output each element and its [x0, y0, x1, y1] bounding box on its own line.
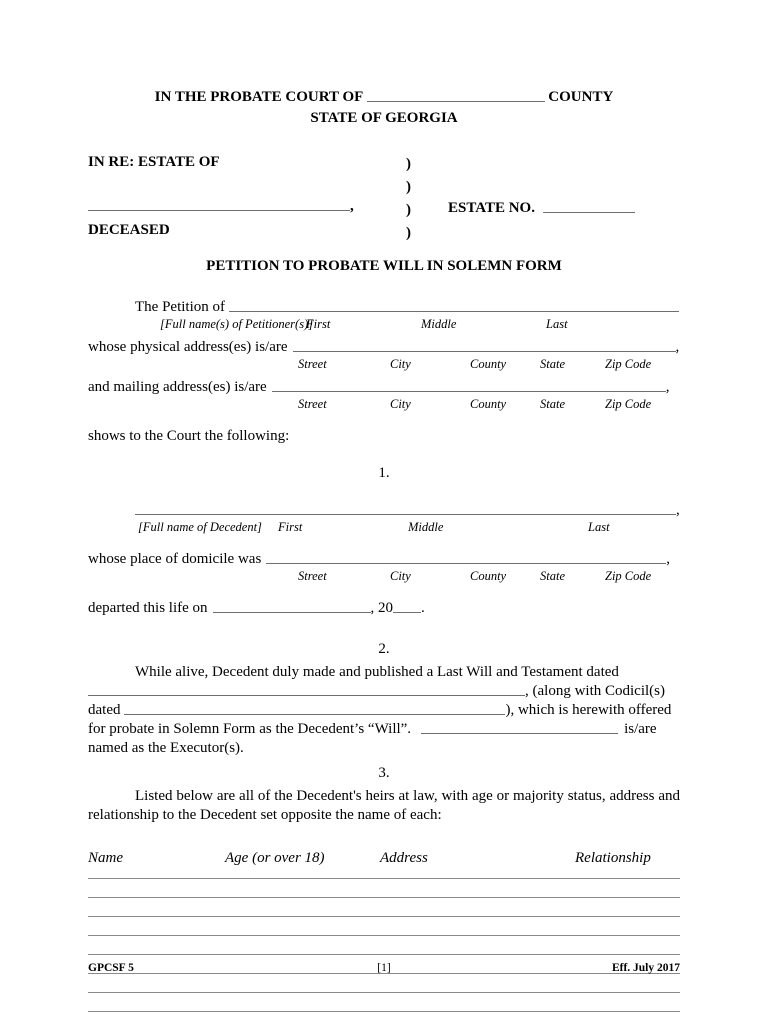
heirs-column-address: Address — [380, 850, 428, 866]
physical-address-comma: , — [675, 339, 680, 355]
petitioner-first-sublabel: First — [306, 317, 331, 331]
decedent-caption-name-row — [88, 197, 363, 216]
physical-city-sublabel: City — [390, 357, 411, 371]
departed-year-prefix: , 20 — [370, 600, 394, 616]
section-2-dated-row — [88, 701, 680, 720]
caption-paren-1: ) — [406, 156, 411, 172]
section-2-text-2: , (along with Codicil(s) — [525, 683, 665, 699]
departed-date-blank[interactable] — [213, 599, 371, 613]
form-number: GPCSF 5 — [88, 962, 134, 974]
section-3-number: 3. — [378, 765, 390, 781]
section-2-paragraph — [88, 663, 680, 682]
decedent-name-blank[interactable] — [135, 501, 676, 515]
estate-number-blank[interactable] — [543, 199, 635, 213]
domicile-county-sublabel: County — [470, 569, 507, 583]
section-2-text-5: is/are — [624, 721, 657, 737]
page-number: [1] — [377, 962, 391, 974]
domicile-city-sublabel: City — [390, 569, 411, 583]
codicil-date-blank[interactable] — [124, 701, 505, 715]
decedent-caption-name-blank[interactable] — [88, 197, 350, 211]
physical-zip-sublabel: Zip Code — [605, 357, 652, 371]
mailing-county-sublabel: County — [470, 397, 507, 411]
in-re-label: IN RE: ESTATE OF — [88, 154, 220, 170]
section-2-text-3: ), which is herewith offered — [505, 702, 672, 718]
mailing-address-blank[interactable] — [272, 378, 666, 392]
heirs-table-row[interactable] — [88, 878, 680, 879]
decedent-middle-sublabel: Middle — [408, 520, 444, 534]
section-2-text-1: While alive, Decedent duly made and published a Last Will and Testament dated — [135, 664, 619, 680]
heirs-table-row[interactable] — [88, 954, 680, 955]
physical-county-sublabel: County — [470, 357, 507, 371]
heirs-table-rows — [88, 878, 680, 1012]
section-2-number: 2. — [378, 641, 390, 657]
domicile-zip-sublabel: Zip Code — [605, 569, 652, 583]
heirs-column-age: Age (or over 18) — [225, 850, 325, 866]
heirs-column-relationship: Relationship — [575, 850, 651, 866]
physical-address-row — [88, 338, 680, 357]
petitioner-last-sublabel: Last — [546, 317, 568, 331]
heirs-table-header — [88, 849, 680, 869]
domicile-state-sublabel: State — [540, 569, 565, 583]
domicile-street-sublabel: Street — [298, 569, 327, 583]
shows-to-court-line: shows to the Court the following: — [88, 428, 290, 444]
section-2-executor-row — [88, 720, 680, 739]
caption-paren-column — [406, 153, 411, 245]
physical-address-blank[interactable] — [293, 338, 676, 352]
mailing-city-sublabel: City — [390, 397, 411, 411]
heirs-table-row[interactable] — [88, 897, 680, 898]
petitioner-middle-sublabel: Middle — [421, 317, 457, 331]
deceased-label: DECEASED — [88, 222, 170, 238]
section-2-text-4: for probate in Solemn Form as the Decedent’s “Will”. — [88, 721, 412, 737]
caption-paren-3: ) — [406, 202, 411, 218]
state-heading: STATE OF GEORGIA — [310, 110, 458, 126]
heirs-table-row[interactable] — [88, 916, 680, 917]
physical-state-sublabel: State — [540, 357, 565, 371]
court-heading — [88, 88, 680, 107]
mailing-address-comma: , — [665, 379, 670, 395]
decedent-name-sublabels — [135, 520, 680, 536]
court-heading-prefix: IN THE PROBATE COURT OF — [154, 89, 363, 105]
domicile-row — [88, 550, 680, 569]
domicile-label: whose place of domicile was — [88, 551, 262, 567]
domicile-address-blank[interactable] — [266, 550, 666, 564]
physical-address-sublabels — [88, 357, 680, 373]
estate-number-row — [448, 199, 635, 218]
caption-paren-2: ) — [406, 179, 411, 195]
heirs-table-row[interactable] — [88, 1011, 680, 1012]
section-3-paragraph: Listed below are all of the Decedent's heirs at law, with age or majority status, address and relationship to the Decedent set opposite the name of each: — [88, 788, 680, 823]
section-1-number: 1. — [378, 465, 390, 481]
section-2-codicil-row — [88, 682, 680, 701]
page-title: PETITION TO PROBATE WILL IN SOLEMN FORM — [206, 258, 562, 274]
decedent-fullname-sublabel: [Full name of Decedent] — [138, 520, 262, 534]
mailing-state-sublabel: State — [540, 397, 565, 411]
heirs-column-name: Name — [88, 850, 123, 866]
mailing-address-sublabels — [88, 397, 680, 413]
mailing-address-label: and mailing address(es) is/are — [88, 379, 267, 395]
petition-of-label: The Petition of — [135, 299, 225, 315]
departed-year-blank[interactable] — [393, 599, 421, 613]
petitioner-name-sublabels — [88, 317, 680, 333]
departed-label: departed this life on — [88, 600, 208, 616]
petitioner-name-blank[interactable] — [229, 298, 679, 312]
executor-name-blank[interactable] — [421, 720, 618, 734]
domicile-sublabels — [88, 569, 680, 585]
will-date-blank[interactable] — [88, 682, 525, 696]
decedent-first-sublabel: First — [278, 520, 303, 534]
effective-date: Eff. July 2017 — [611, 962, 680, 974]
mailing-address-row — [88, 378, 680, 397]
caption-paren-4: ) — [406, 225, 411, 241]
court-heading-suffix: COUNTY — [548, 89, 614, 105]
petition-of-row — [88, 298, 680, 317]
decedent-name-comma: , — [676, 502, 680, 518]
mailing-zip-sublabel: Zip Code — [605, 397, 652, 411]
departed-year-suffix: . — [421, 600, 425, 616]
estate-number-label: ESTATE NO. — [448, 200, 535, 216]
county-name-blank[interactable] — [367, 88, 545, 102]
departed-row — [88, 599, 680, 618]
mailing-street-sublabel: Street — [298, 397, 327, 411]
section-2-executor-tail: named as the Executor(s). — [88, 740, 244, 756]
case-caption — [88, 153, 680, 241]
physical-address-label: whose physical address(es) is/are — [88, 339, 288, 355]
document-content — [88, 88, 680, 1030]
caption-comma: , — [350, 198, 354, 214]
petitioner-fullname-sublabel: [Full name(s) of Petitioner(s)] — [160, 317, 314, 331]
heirs-table-row[interactable] — [88, 935, 680, 936]
physical-street-sublabel: Street — [298, 357, 327, 371]
decedent-name-row — [135, 501, 680, 520]
heirs-table-row[interactable] — [88, 992, 680, 993]
dated-label: dated — [88, 702, 121, 718]
decedent-last-sublabel: Last — [588, 520, 610, 534]
domicile-comma: , — [666, 551, 671, 567]
